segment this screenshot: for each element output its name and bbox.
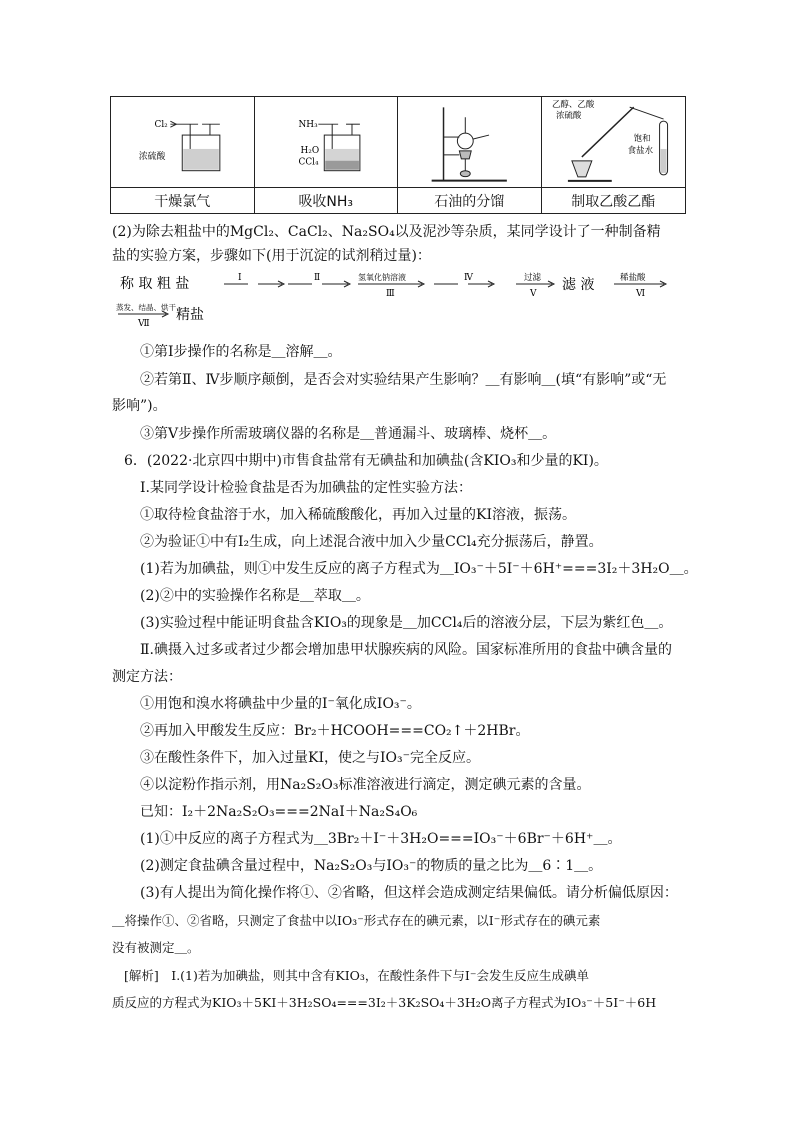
image-label: NH₃ xyxy=(298,120,318,131)
distillation-apparatus-image xyxy=(398,97,542,187)
text-line: 测定方法： xyxy=(112,669,182,685)
text-line: ③在酸性条件下，加入过量KI，使之与IO₃⁻完全反应。 xyxy=(140,750,480,766)
text-line: (3)有人提出为简化操作将①、②省略，但这样会造成测定结果偏低。请分析偏低原因： xyxy=(140,885,678,901)
flow-step: 稀盐酸 xyxy=(620,273,646,283)
gas-drying-bottle-image xyxy=(111,97,255,187)
table-caption: 制取乙酸乙酯 xyxy=(542,187,686,213)
text-line: (2)测定食盐碘含量过程中，Na₂S₂O₃与IO₃⁻的物质的量之比为＿6∶1＿。 xyxy=(140,858,603,874)
text-line: ①第Ⅰ步操作的名称是＿溶解＿。 xyxy=(140,344,342,360)
flow-end: 精盐 xyxy=(176,307,204,323)
text-line: 6．(2022·北京四中期中)市售食盐常有无碘盐和加碘盐(含KIO₃和少量的KI)。 xyxy=(124,453,608,469)
flow-step: Ⅱ xyxy=(314,273,321,283)
flow-step: Ⅴ xyxy=(530,289,537,299)
text-line: (2)②中的实验操作名称是＿萃取＿。 xyxy=(140,588,370,604)
text-line: 影响”)。 xyxy=(112,398,167,414)
ester-preparation-image xyxy=(542,97,686,187)
image-label: 饱和 xyxy=(633,133,651,144)
text-line: ＿将操作①、②省略，只测定了食盐中以IO₃⁻形式存在的碘元素，以I⁻形式存在的碘元素 xyxy=(112,913,601,928)
flow-step: Ⅰ xyxy=(238,273,242,283)
text-line: (1)若为加碘盐，则①中发生反应的离子方程式为＿IO₃⁻＋5I⁻＋6H⁺===3I₂＋3H₂O＿。 xyxy=(140,561,698,577)
image-label: 食盐水 xyxy=(627,144,653,155)
text-line: (3)实验过程中能证明食盐含KIO₃的现象是＿加CCl₄后的溶液分层，下层为紫红色＿。 xyxy=(140,615,673,631)
text-line: Ⅱ.碘摄入过多或者过少都会增加患甲状腺疾病的风险。国家标准所用的食盐中碘含量的 xyxy=(140,642,672,658)
image-label: 浓硫酸 xyxy=(555,110,581,121)
flow-step: 蒸发、结晶、烘干 xyxy=(116,303,176,312)
flow-step: Ⅶ xyxy=(138,319,150,328)
text-line: (1)①中反应的离子方程式为＿3Br₂＋I⁻＋3H₂O===IO₃⁻＋6Br⁻＋6H⁺＿。 xyxy=(140,831,622,847)
table-caption: 吸收NH₃ xyxy=(255,187,399,213)
text-line: 盐的实验方案，步骤如下(用于沉淀的试剂稍过量)： xyxy=(112,248,431,264)
text-line: 质反应的方程式为KIO₃＋5KI＋3H₂SO₄===3I₂＋3K₂SO₄＋3H₂O离子方程式为IO₃⁻＋5I⁻＋6H xyxy=(112,995,657,1010)
text-line: [解析] Ⅰ.(1)若为加碘盐，则其中含有KIO₃，在酸性条件下与I⁻会发生反应生成碘单 xyxy=(124,968,589,983)
text-line: ②为验证①中有I₂生成，向上述混合液中加入少量CCl₄充分振荡后，静置。 xyxy=(140,534,603,550)
image-label: 乙醇、乙酸 xyxy=(551,99,594,110)
apparatus-table xyxy=(110,96,686,214)
text-line: ②再加入甲酸发生反应：Br₂＋HCOOH===CO₂↑＋2HBr。 xyxy=(140,723,530,739)
text-line: ②若第Ⅱ、Ⅳ步顺序颠倒，是否会对实验结果产生影响？＿有影响＿(填“有影响”或“无 xyxy=(140,372,667,388)
image-label: H₂O xyxy=(300,145,319,156)
text-line: Ⅰ.某同学设计检验食盐是否为加碘盐的定性实验方法： xyxy=(140,480,472,496)
text-line: ①取待检食盐溶于水，加入稀硫酸酸化，再加入过量的KI溶液，振荡。 xyxy=(140,507,576,523)
ammonia-absorption-image xyxy=(255,97,399,187)
image-label: 浓硫酸 xyxy=(138,151,166,162)
image-label: CCl₄ xyxy=(298,157,319,168)
text-line: ①用饱和溴水将碘盐中少量的I⁻氧化成IO₃⁻。 xyxy=(140,696,421,712)
text-line: 没有被测定＿。 xyxy=(112,940,200,955)
flow-step: 氢氧化钠溶液 xyxy=(358,273,406,282)
flow-start: 称 取 粗 盐 xyxy=(120,276,190,292)
image-label: Cl₂ xyxy=(154,120,168,131)
flow-step: 过滤 xyxy=(524,273,542,283)
flow-step: 滤 液 xyxy=(562,277,595,293)
text-line: ③第Ⅴ步操作所需玻璃仪器的名称是＿普通漏斗、玻璃棒、烧杯＿。 xyxy=(140,426,557,442)
table-caption: 干燥氯气 xyxy=(111,187,255,213)
text-line: (2)为除去粗盐中的MgCl₂、CaCl₂、Na₂SO₄以及泥沙等杂质，某同学设计了一种制备精 xyxy=(112,224,661,240)
flow-step: Ⅵ xyxy=(636,289,646,299)
flow-step: Ⅳ xyxy=(464,273,473,283)
text-line: ④以淀粉作指示剂，用Na₂S₂O₃标准溶液进行滴定，测定碘元素的含量。 xyxy=(140,777,591,793)
process-flow xyxy=(112,270,688,328)
table-caption: 石油的分馏 xyxy=(398,187,542,213)
text-line: 已知：I₂＋2Na₂S₂O₃===2NaI＋Na₂S₄O₆ xyxy=(140,804,418,820)
flow-step: Ⅲ xyxy=(386,289,395,299)
